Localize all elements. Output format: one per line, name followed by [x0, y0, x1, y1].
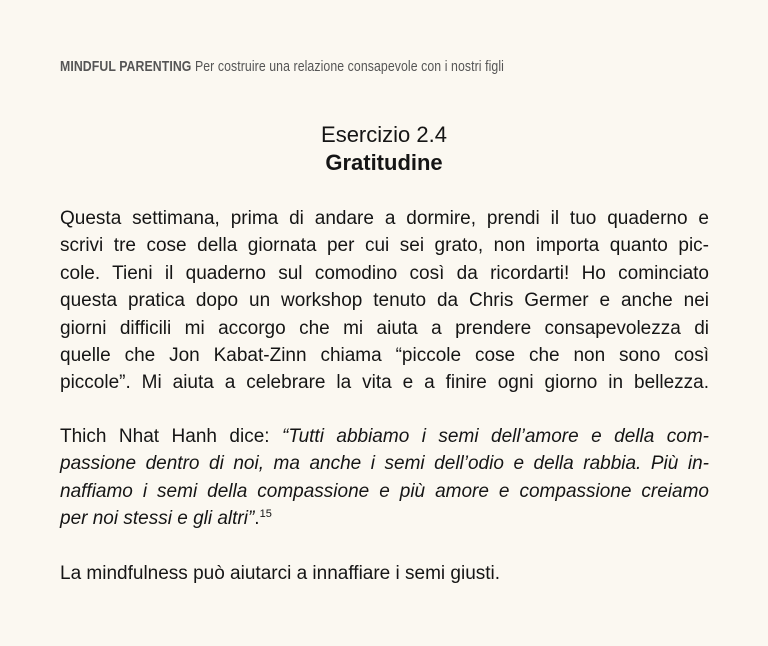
paragraph-line: piccole”. Mi aiuta a celebrare la vita e a finire ogni giorno in bellezza.	[60, 372, 709, 394]
quote-line: passione dentro di noi, ma anche i semi dell’odio e della rabbia. Più in-	[60, 453, 709, 475]
quote-line: naffiamo i semi della compassione e più amore e compassione creiamo	[60, 480, 709, 502]
paragraph-quote	[60, 423, 709, 533]
paragraph-line: quelle che Jon Kabat-Zinn chiama “piccole cose che non sono così	[60, 345, 709, 367]
paragraph-line: questa pratica dopo un workshop tenuto da Chris Germer e anche nei	[60, 290, 709, 312]
paragraph-line	[60, 505, 709, 532]
exercise-number: Esercizio 2.4	[321, 122, 447, 147]
quote-speaker: Thich Nhat Hanh dice:	[60, 426, 283, 447]
paragraph-line: giorni difficili mi accorgo che mi aiuta a prendere consapevolezza di	[60, 317, 709, 339]
paragraph-line: cole. Tieni il quaderno sul comodino così da ricordarti! Ho cominciato	[60, 262, 709, 284]
running-head	[60, 58, 504, 75]
quote-end-punct: .	[254, 508, 260, 530]
quote-line: per noi stessi e gli altri”	[60, 508, 255, 530]
paragraph-line: Questa settimana, prima di andare a dormire, prendi il tuo quaderno e	[60, 208, 709, 229]
footnote-ref[interactable]: 15	[259, 508, 272, 521]
paragraph-line: La mindfulness può aiutarci a innaffiare i semi giusti.	[60, 563, 501, 584]
book-subtitle: Per costruire una relazione consapevole con i nostri figli	[194, 58, 504, 75]
quote-text: “Tutti abbiamo i semi dell’amore e della com-	[282, 426, 710, 447]
paragraph-line	[60, 423, 709, 450]
exercise-title: Gratitudine	[325, 150, 443, 175]
paragraph-closing	[60, 560, 709, 587]
paragraph-line: scrivi tre cose della giornata per cui sei grato, non importa quanto pic-	[60, 235, 709, 257]
paragraph-intro	[60, 205, 709, 397]
exercise-heading	[0, 121, 768, 177]
book-title: MINDFUL PARENTING	[60, 58, 192, 75]
